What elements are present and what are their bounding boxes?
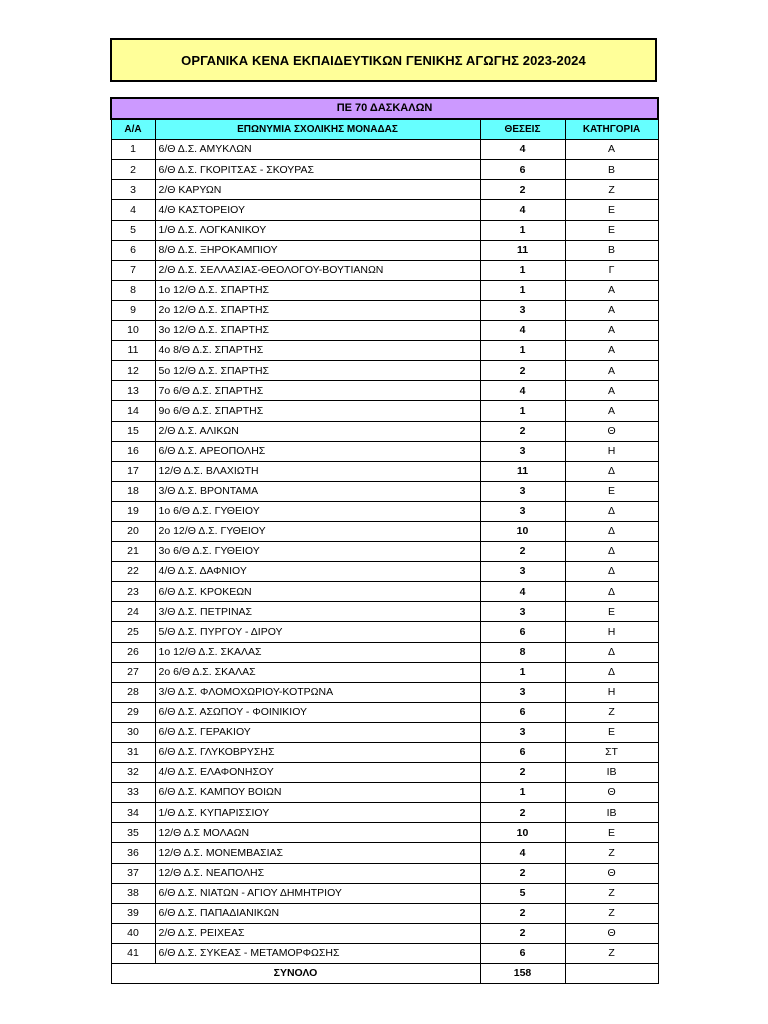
category: Ε [565,220,658,240]
positions-count: 2 [480,421,565,441]
total-row [111,964,658,984]
positions-count: 3 [480,722,565,742]
school-name: 6/Θ Δ.Σ. ΚΡΟΚΕΩΝ [155,582,480,602]
table-row [111,401,658,421]
school-name: 2/Θ ΚΑΡΥΩΝ [155,180,480,200]
row-number: 26 [111,642,155,662]
row-number: 29 [111,702,155,722]
positions-count: 2 [480,803,565,823]
category: Δ [565,662,658,682]
table-row [111,140,658,160]
school-name: 4ο 8/Θ Δ.Σ. ΣΠΑΡΤΗΣ [155,341,480,361]
positions-count: 3 [480,602,565,622]
positions-count: 6 [480,160,565,180]
table-row [111,260,658,280]
row-number: 7 [111,260,155,280]
table-row [111,341,658,361]
positions-count: 6 [480,702,565,722]
school-name: 2ο 12/Θ Δ.Σ. ΓΥΘΕΙΟΥ [155,521,480,541]
school-name: 5/Θ Δ.Σ. ΠΥΡΓΟΥ - ΔΙΡΟΥ [155,622,480,642]
table-row [111,461,658,481]
column-header-positions: ΘΕΣΕΙΣ [480,119,565,140]
section-header-row [111,98,658,119]
positions-count: 3 [480,562,565,582]
category: Β [565,160,658,180]
category: Α [565,280,658,300]
category: Δ [565,461,658,481]
row-number: 13 [111,381,155,401]
school-name: 12/Θ Δ.Σ. ΜΟΝΕΜΒΑΣΙΑΣ [155,843,480,863]
row-number: 1 [111,140,155,160]
school-name: 6/Θ Δ.Σ. ΣΥΚΕΑΣ - ΜΕΤΑΜΟΡΦΩΣΗΣ [155,943,480,963]
positions-count: 8 [480,642,565,662]
positions-count: 1 [480,260,565,280]
row-number: 11 [111,341,155,361]
positions-count: 3 [480,481,565,501]
school-name: 1/Θ Δ.Σ. ΚΥΠΑΡΙΣΣΙΟΥ [155,803,480,823]
positions-count: 11 [480,240,565,260]
table-row [111,883,658,903]
row-number: 38 [111,883,155,903]
category: Α [565,321,658,341]
category: Ε [565,722,658,742]
school-name: 2/Θ Δ.Σ. ΡΕΙΧΕΑΣ [155,923,480,943]
category: Α [565,300,658,320]
positions-count: 4 [480,843,565,863]
category: Ε [565,602,658,622]
positions-count: 1 [480,662,565,682]
category: Β [565,240,658,260]
school-name: 6/Θ Δ.Σ. ΚΑΜΠΟΥ ΒΟΙΩΝ [155,783,480,803]
row-number: 3 [111,180,155,200]
school-name: 3ο 12/Θ Δ.Σ. ΣΠΑΡΤΗΣ [155,321,480,341]
school-name: 12/Θ Δ.Σ. ΝΕΑΠΟΛΗΣ [155,863,480,883]
category: Ζ [565,180,658,200]
positions-count: 1 [480,783,565,803]
row-number: 34 [111,803,155,823]
row-number: 24 [111,602,155,622]
row-number: 25 [111,622,155,642]
positions-count: 6 [480,943,565,963]
school-name: 6/Θ Δ.Σ. ΓΕΡΑΚΙΟΥ [155,722,480,742]
category: Η [565,682,658,702]
table-row [111,662,658,682]
table-row [111,622,658,642]
row-number: 19 [111,501,155,521]
row-number: 5 [111,220,155,240]
positions-count: 3 [480,501,565,521]
positions-count: 10 [480,823,565,843]
school-name: 4/Θ Δ.Σ. ΕΛΑΦΟΝΗΣΟΥ [155,763,480,783]
school-name: 6/Θ Δ.Σ. ΠΑΠΑΔΙΑΝΙΚΩΝ [155,903,480,923]
row-number: 33 [111,783,155,803]
school-name: 4/Θ Δ.Σ. ΔΑΦΝΙΟΥ [155,562,480,582]
table-row [111,542,658,562]
school-name: 3/Θ Δ.Σ. ΦΛΟΜΟΧΩΡΙΟΥ-ΚΟΤΡΩΝΑ [155,682,480,702]
positions-count: 1 [480,220,565,240]
table-row [111,300,658,320]
table-row [111,943,658,963]
vacancies-table [110,97,659,984]
category: Ζ [565,702,658,722]
category: ΙΒ [565,763,658,783]
positions-count: 10 [480,521,565,541]
school-name: 1ο 12/Θ Δ.Σ. ΣΠΑΡΤΗΣ [155,280,480,300]
column-header-aa: Α/Α [111,119,155,140]
column-header-category: ΚΑΤΗΓΟΡΙΑ [565,119,658,140]
positions-count: 1 [480,341,565,361]
school-name: 4/Θ ΚΑΣΤΟΡΕΙΟΥ [155,200,480,220]
row-number: 20 [111,521,155,541]
school-name: 2ο 12/Θ Δ.Σ. ΣΠΑΡΤΗΣ [155,300,480,320]
column-header-row [111,119,658,140]
table-row [111,280,658,300]
row-number: 32 [111,763,155,783]
category: Η [565,622,658,642]
positions-count: 4 [480,321,565,341]
positions-count: 3 [480,300,565,320]
category: Δ [565,582,658,602]
row-number: 22 [111,562,155,582]
table-row [111,642,658,662]
row-number: 41 [111,943,155,963]
row-number: 23 [111,582,155,602]
school-name: 2/Θ Δ.Σ. ΑΛΙΚΩΝ [155,421,480,441]
row-number: 9 [111,300,155,320]
category: Η [565,441,658,461]
category: Ζ [565,903,658,923]
school-name: 6/Θ Δ.Σ. ΑΜΥΚΛΩΝ [155,140,480,160]
category: Θ [565,421,658,441]
positions-count: 4 [480,582,565,602]
table-row [111,381,658,401]
row-number: 35 [111,823,155,843]
category: Δ [565,521,658,541]
row-number: 28 [111,682,155,702]
table-row [111,783,658,803]
category: Ζ [565,843,658,863]
category: Θ [565,783,658,803]
category: Α [565,140,658,160]
school-name: 2/Θ Δ.Σ. ΣΕΛΛΑΣΙΑΣ-ΘΕΟΛΟΓΟΥ-ΒΟΥΤΙΑΝΩΝ [155,260,480,280]
table-row [111,763,658,783]
table-row [111,501,658,521]
row-number: 8 [111,280,155,300]
positions-count: 4 [480,381,565,401]
row-number: 14 [111,401,155,421]
school-name: 7ο 6/Θ Δ.Σ. ΣΠΑΡΤΗΣ [155,381,480,401]
row-number: 12 [111,361,155,381]
positions-count: 2 [480,763,565,783]
table-row [111,160,658,180]
table-row [111,200,658,220]
positions-count: 4 [480,200,565,220]
table-row [111,923,658,943]
category: ΙΒ [565,803,658,823]
row-number: 6 [111,240,155,260]
school-name: 6/Θ Δ.Σ. ΓΚΟΡΙΤΣΑΣ - ΣΚΟΥΡΑΣ [155,160,480,180]
table-row [111,321,658,341]
row-number: 27 [111,662,155,682]
row-number: 21 [111,542,155,562]
positions-count: 5 [480,883,565,903]
category: Γ [565,260,658,280]
row-number: 16 [111,441,155,461]
category: Δ [565,501,658,521]
school-name: 9ο 6/Θ Δ.Σ. ΣΠΑΡΤΗΣ [155,401,480,421]
table-row [111,582,658,602]
category: Δ [565,542,658,562]
positions-count: 2 [480,923,565,943]
table-row [111,682,658,702]
row-number: 18 [111,481,155,501]
category: Θ [565,923,658,943]
table-row [111,863,658,883]
school-name: 1ο 6/Θ Δ.Σ. ΓΥΘΕΙΟΥ [155,501,480,521]
positions-count: 2 [480,903,565,923]
school-name: 1/Θ Δ.Σ. ΛΟΓΚΑΝΙΚΟΥ [155,220,480,240]
table-row [111,481,658,501]
positions-count: 2 [480,361,565,381]
school-name: 6/Θ Δ.Σ. ΝΙΑΤΩΝ - ΑΓΙΟΥ ΔΗΜΗΤΡΙΟΥ [155,883,480,903]
row-number: 37 [111,863,155,883]
school-name: 6/Θ Δ.Σ. ΑΡΕΟΠΟΛΗΣ [155,441,480,461]
table-row [111,602,658,622]
school-name: 2ο 6/Θ Δ.Σ. ΣΚΑΛΑΣ [155,662,480,682]
positions-count: 2 [480,542,565,562]
table-row [111,803,658,823]
category: Δ [565,642,658,662]
table-row [111,441,658,461]
table-row [111,421,658,441]
total-label: ΣΥΝΟΛΟ [111,964,480,984]
total-blank-cell [565,964,658,984]
positions-count: 3 [480,682,565,702]
table-row [111,743,658,763]
table-row [111,903,658,923]
school-name: 8/Θ Δ.Σ. ΞΗΡΟΚΑΜΠΙΟΥ [155,240,480,260]
positions-count: 1 [480,280,565,300]
category: Α [565,381,658,401]
school-name: 3ο 6/Θ Δ.Σ. ΓΥΘΕΙΟΥ [155,542,480,562]
row-number: 36 [111,843,155,863]
category: Δ [565,562,658,582]
category: Α [565,361,658,381]
row-number: 17 [111,461,155,481]
positions-count: 11 [480,461,565,481]
row-number: 10 [111,321,155,341]
table-row [111,240,658,260]
positions-count: 2 [480,180,565,200]
positions-count: 6 [480,743,565,763]
category: Ε [565,823,658,843]
table-row [111,361,658,381]
positions-count: 6 [480,622,565,642]
row-number: 4 [111,200,155,220]
category: Ε [565,481,658,501]
table-row [111,562,658,582]
page-title [110,38,657,82]
school-name: 6/Θ Δ.Σ. ΓΛΥΚΟΒΡΥΣΗΣ [155,743,480,763]
table-row [111,702,658,722]
table-row [111,843,658,863]
category: Θ [565,863,658,883]
row-number: 30 [111,722,155,742]
school-name: 12/Θ Δ.Σ. ΒΛΑΧΙΩΤΗ [155,461,480,481]
row-number: 31 [111,743,155,763]
school-name: 6/Θ Δ.Σ. ΑΣΩΠΟΥ - ΦΟΙΝΙΚΙΟΥ [155,702,480,722]
total-value: 158 [480,964,565,984]
category: ΣΤ [565,743,658,763]
positions-count: 1 [480,401,565,421]
category: Ζ [565,943,658,963]
column-header-name: ΕΠΩΝΥΜΙΑ ΣΧΟΛΙΚΗΣ ΜΟΝΑΔΑΣ [155,119,480,140]
school-name: 5ο 12/Θ Δ.Σ. ΣΠΑΡΤΗΣ [155,361,480,381]
school-name: 12/Θ Δ.Σ ΜΟΛΑΩΝ [155,823,480,843]
table-row [111,722,658,742]
row-number: 15 [111,421,155,441]
category: Α [565,401,658,421]
table-row [111,823,658,843]
table-row [111,180,658,200]
row-number: 2 [111,160,155,180]
positions-count: 3 [480,441,565,461]
row-number: 39 [111,903,155,923]
category: Ε [565,200,658,220]
school-name: 3/Θ Δ.Σ. ΒΡΟΝΤΑΜΑ [155,481,480,501]
school-name: 3/Θ Δ.Σ. ΠΕΤΡΙΝΑΣ [155,602,480,622]
category: Ζ [565,883,658,903]
positions-count: 4 [480,140,565,160]
section-header: ΠΕ 70 ΔΑΣΚΑΛΩΝ [111,98,658,119]
positions-count: 2 [480,863,565,883]
school-name: 1ο 12/Θ Δ.Σ. ΣΚΑΛΑΣ [155,642,480,662]
row-number: 40 [111,923,155,943]
table-row [111,220,658,240]
page-title-text: ΟΡΓΑΝΙΚΑ ΚΕΝΑ ΕΚΠΑΙΔΕΥΤΙΚΩΝ ΓΕΝΙΚΗΣ ΑΓΩΓΗΣ 2023-2024 [181,52,586,68]
category: Α [565,341,658,361]
table-row [111,521,658,541]
